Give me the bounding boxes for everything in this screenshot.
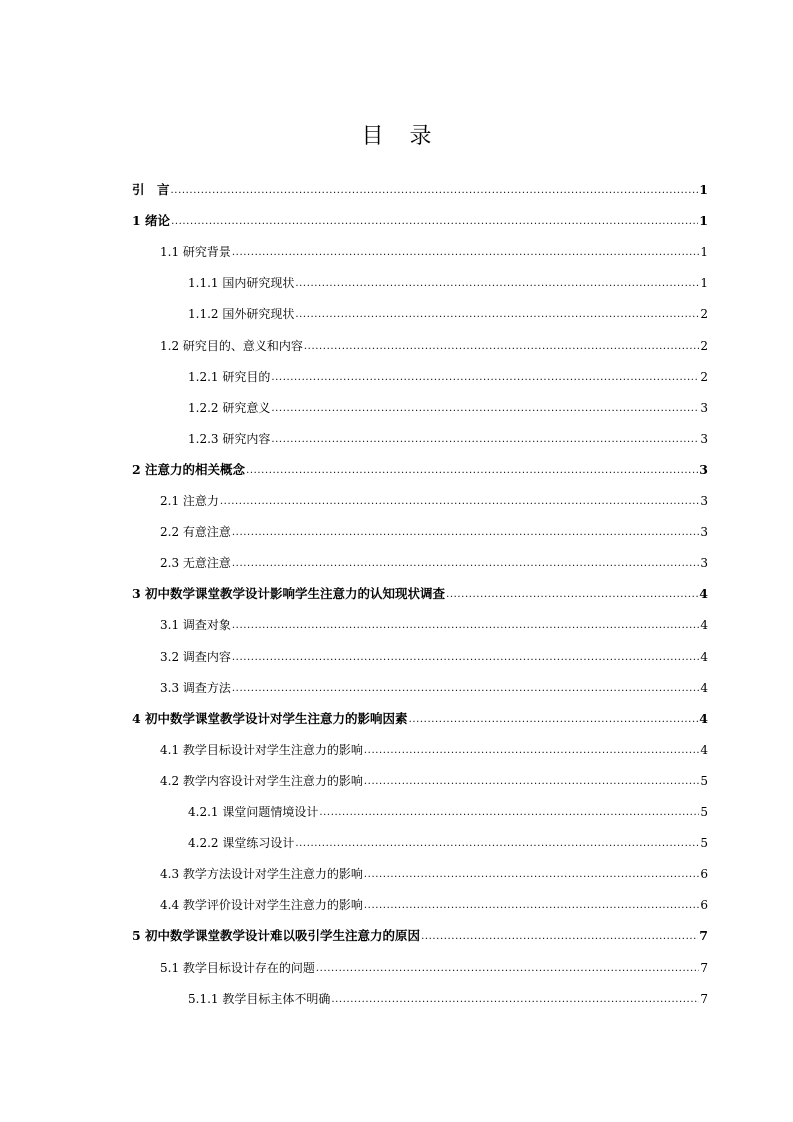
toc-entry-label: 3.2 调查内容 (160, 650, 231, 664)
toc-dot-leader (295, 306, 699, 322)
toc-entry[interactable] (132, 458, 708, 478)
toc-dot-leader (364, 742, 699, 758)
toc-entry[interactable] (160, 520, 708, 540)
toc-dot-leader (319, 804, 699, 820)
toc-dot-leader (364, 773, 699, 789)
toc-entry[interactable] (160, 862, 708, 882)
toc-entry-label: 1.1.1 国内研究现状 (188, 276, 295, 290)
toc-entry[interactable] (188, 427, 708, 447)
toc-dot-leader (364, 897, 699, 913)
toc-dot-leader (232, 680, 699, 696)
toc-entry[interactable] (132, 924, 708, 944)
toc-entry-page-number: 3 (699, 462, 708, 477)
toc-entry-page-number: 3 (700, 401, 708, 415)
toc-entry[interactable] (160, 956, 708, 976)
toc-entry-label: 5 初中数学课堂教学设计难以吸引学生注意力的原因 (132, 928, 421, 943)
toc-entry-page-number: 4 (699, 586, 708, 601)
toc-entry-page-number: 4 (700, 618, 708, 632)
toc-title-char-1: 目 (361, 124, 384, 149)
toc-entry-label: 1.2.3 研究内容 (188, 432, 271, 446)
toc-dot-leader (446, 586, 698, 602)
toc-entry-label: 1.2 研究目的、意义和内容 (160, 339, 303, 353)
toc-dot-leader (295, 275, 699, 291)
toc-entry-page-number: 2 (700, 370, 708, 384)
toc-entry-label: 3 初中数学课堂教学设计影响学生注意力的认知现状调查 (132, 586, 446, 601)
toc-entry-page-number: 3 (700, 494, 708, 508)
toc-entry-label: 3.3 调查方法 (160, 681, 231, 695)
toc-entry[interactable] (160, 334, 708, 354)
toc-entry[interactable] (188, 987, 708, 1007)
toc-entry[interactable] (160, 613, 708, 633)
toc-entry-label: 5.1 教学目标设计存在的问题 (160, 961, 315, 975)
toc-entry-page-number: 1 (699, 213, 708, 228)
toc-dot-leader (171, 213, 698, 229)
toc-entry-page-number: 3 (700, 525, 708, 539)
toc-entry-label: 1.2.1 研究目的 (188, 370, 271, 384)
toc-entry-label: 4.2.2 课堂练习设计 (188, 836, 295, 850)
toc-dot-leader (220, 493, 699, 509)
toc-dot-leader (232, 555, 699, 571)
toc-dot-leader (304, 338, 699, 354)
toc-entry-page-number: 7 (699, 928, 708, 943)
toc-entry-label: 5.1.1 教学目标主体不明确 (188, 992, 331, 1006)
toc-entry[interactable] (160, 893, 708, 913)
toc-entry-label: 4.2 教学内容设计对学生注意力的影响 (160, 774, 363, 788)
toc-dot-leader (232, 244, 699, 260)
toc-dot-leader (364, 866, 699, 882)
toc-entry-page-number: 5 (700, 836, 708, 850)
toc-entry-page-number: 5 (700, 805, 708, 819)
toc-entry[interactable] (188, 365, 708, 385)
toc-entry-label: 4.4 教学评价设计对学生注意力的影响 (160, 898, 363, 912)
toc-entry-page-number: 2 (700, 307, 708, 321)
toc-entry[interactable] (188, 800, 708, 820)
toc-title (0, 121, 793, 153)
toc-entry-page-number: 2 (700, 339, 708, 353)
toc-entry-label: 1.1 研究背景 (160, 245, 231, 259)
toc-entry[interactable] (160, 769, 708, 789)
toc-entry[interactable] (188, 396, 708, 416)
toc-entry-page-number: 4 (699, 711, 708, 726)
toc-entry-page-number: 6 (700, 898, 708, 912)
toc-entry-label: 1 绪论 (132, 213, 171, 228)
toc-entry-label: 2.2 有意注意 (160, 525, 231, 539)
toc-entry-page-number: 1 (700, 245, 708, 259)
toc-entry[interactable] (160, 676, 708, 696)
toc-dot-leader (331, 991, 699, 1007)
toc-entry-page-number: 1 (700, 276, 708, 290)
toc-dot-leader (232, 524, 699, 540)
toc-entry-page-number: 7 (700, 992, 708, 1006)
toc-entry-label: 4 初中数学课堂教学设计对学生注意力的影响因素 (132, 711, 408, 726)
toc-entry-page-number: 4 (700, 681, 708, 695)
toc-entry-page-number: 7 (700, 961, 708, 975)
toc-entry[interactable] (132, 209, 708, 229)
toc-dot-leader (316, 960, 699, 976)
toc-entry[interactable] (132, 178, 708, 198)
toc-entry-label: 1.1.2 国外研究现状 (188, 307, 295, 321)
toc-entry-label: 2.3 无意注意 (160, 556, 231, 570)
toc-entry[interactable] (160, 645, 708, 665)
toc-entry-page-number: 3 (700, 432, 708, 446)
toc-entry-page-number: 4 (700, 650, 708, 664)
toc-entry[interactable] (188, 831, 708, 851)
toc-entry[interactable] (132, 582, 708, 602)
toc-entry-label: 1.2.2 研究意义 (188, 401, 271, 415)
toc-entry-label: 2 注意力的相关概念 (132, 462, 246, 477)
toc-entry-page-number: 4 (700, 743, 708, 757)
toc-dot-leader (232, 649, 699, 665)
toc-dot-leader (246, 462, 698, 478)
toc-entry-page-number: 6 (700, 867, 708, 881)
toc-dot-leader (409, 711, 699, 727)
toc-entry[interactable] (160, 489, 708, 509)
toc-entry-page-number: 5 (700, 774, 708, 788)
toc-dot-leader (421, 928, 698, 944)
toc-dot-leader (271, 400, 699, 416)
toc-dot-leader (171, 182, 699, 198)
toc-dot-leader (271, 369, 699, 385)
toc-entry-label: 2.1 注意力 (160, 494, 219, 508)
toc-entry-page-number: 3 (700, 556, 708, 570)
toc-dot-leader (232, 617, 699, 633)
toc-entry-label: 4.1 教学目标设计对学生注意力的影响 (160, 743, 363, 757)
toc-entry-label: 引 言 (132, 182, 170, 197)
toc-entry[interactable] (188, 271, 708, 291)
toc-entry[interactable] (160, 551, 708, 571)
toc-dot-leader (271, 431, 699, 447)
toc-entry[interactable] (160, 240, 708, 260)
toc-dot-leader (295, 835, 699, 851)
toc-entry[interactable] (132, 707, 708, 727)
toc-entry-label: 4.2.1 课堂问题情境设计 (188, 805, 319, 819)
toc-title-char-2: 录 (409, 124, 432, 149)
toc-entry-label: 3.1 调查对象 (160, 618, 231, 632)
toc-entry[interactable] (160, 738, 708, 758)
toc-entry-label: 4.3 教学方法设计对学生注意力的影响 (160, 867, 363, 881)
toc-entry[interactable] (188, 302, 708, 322)
toc-entry-page-number: 1 (699, 182, 708, 197)
